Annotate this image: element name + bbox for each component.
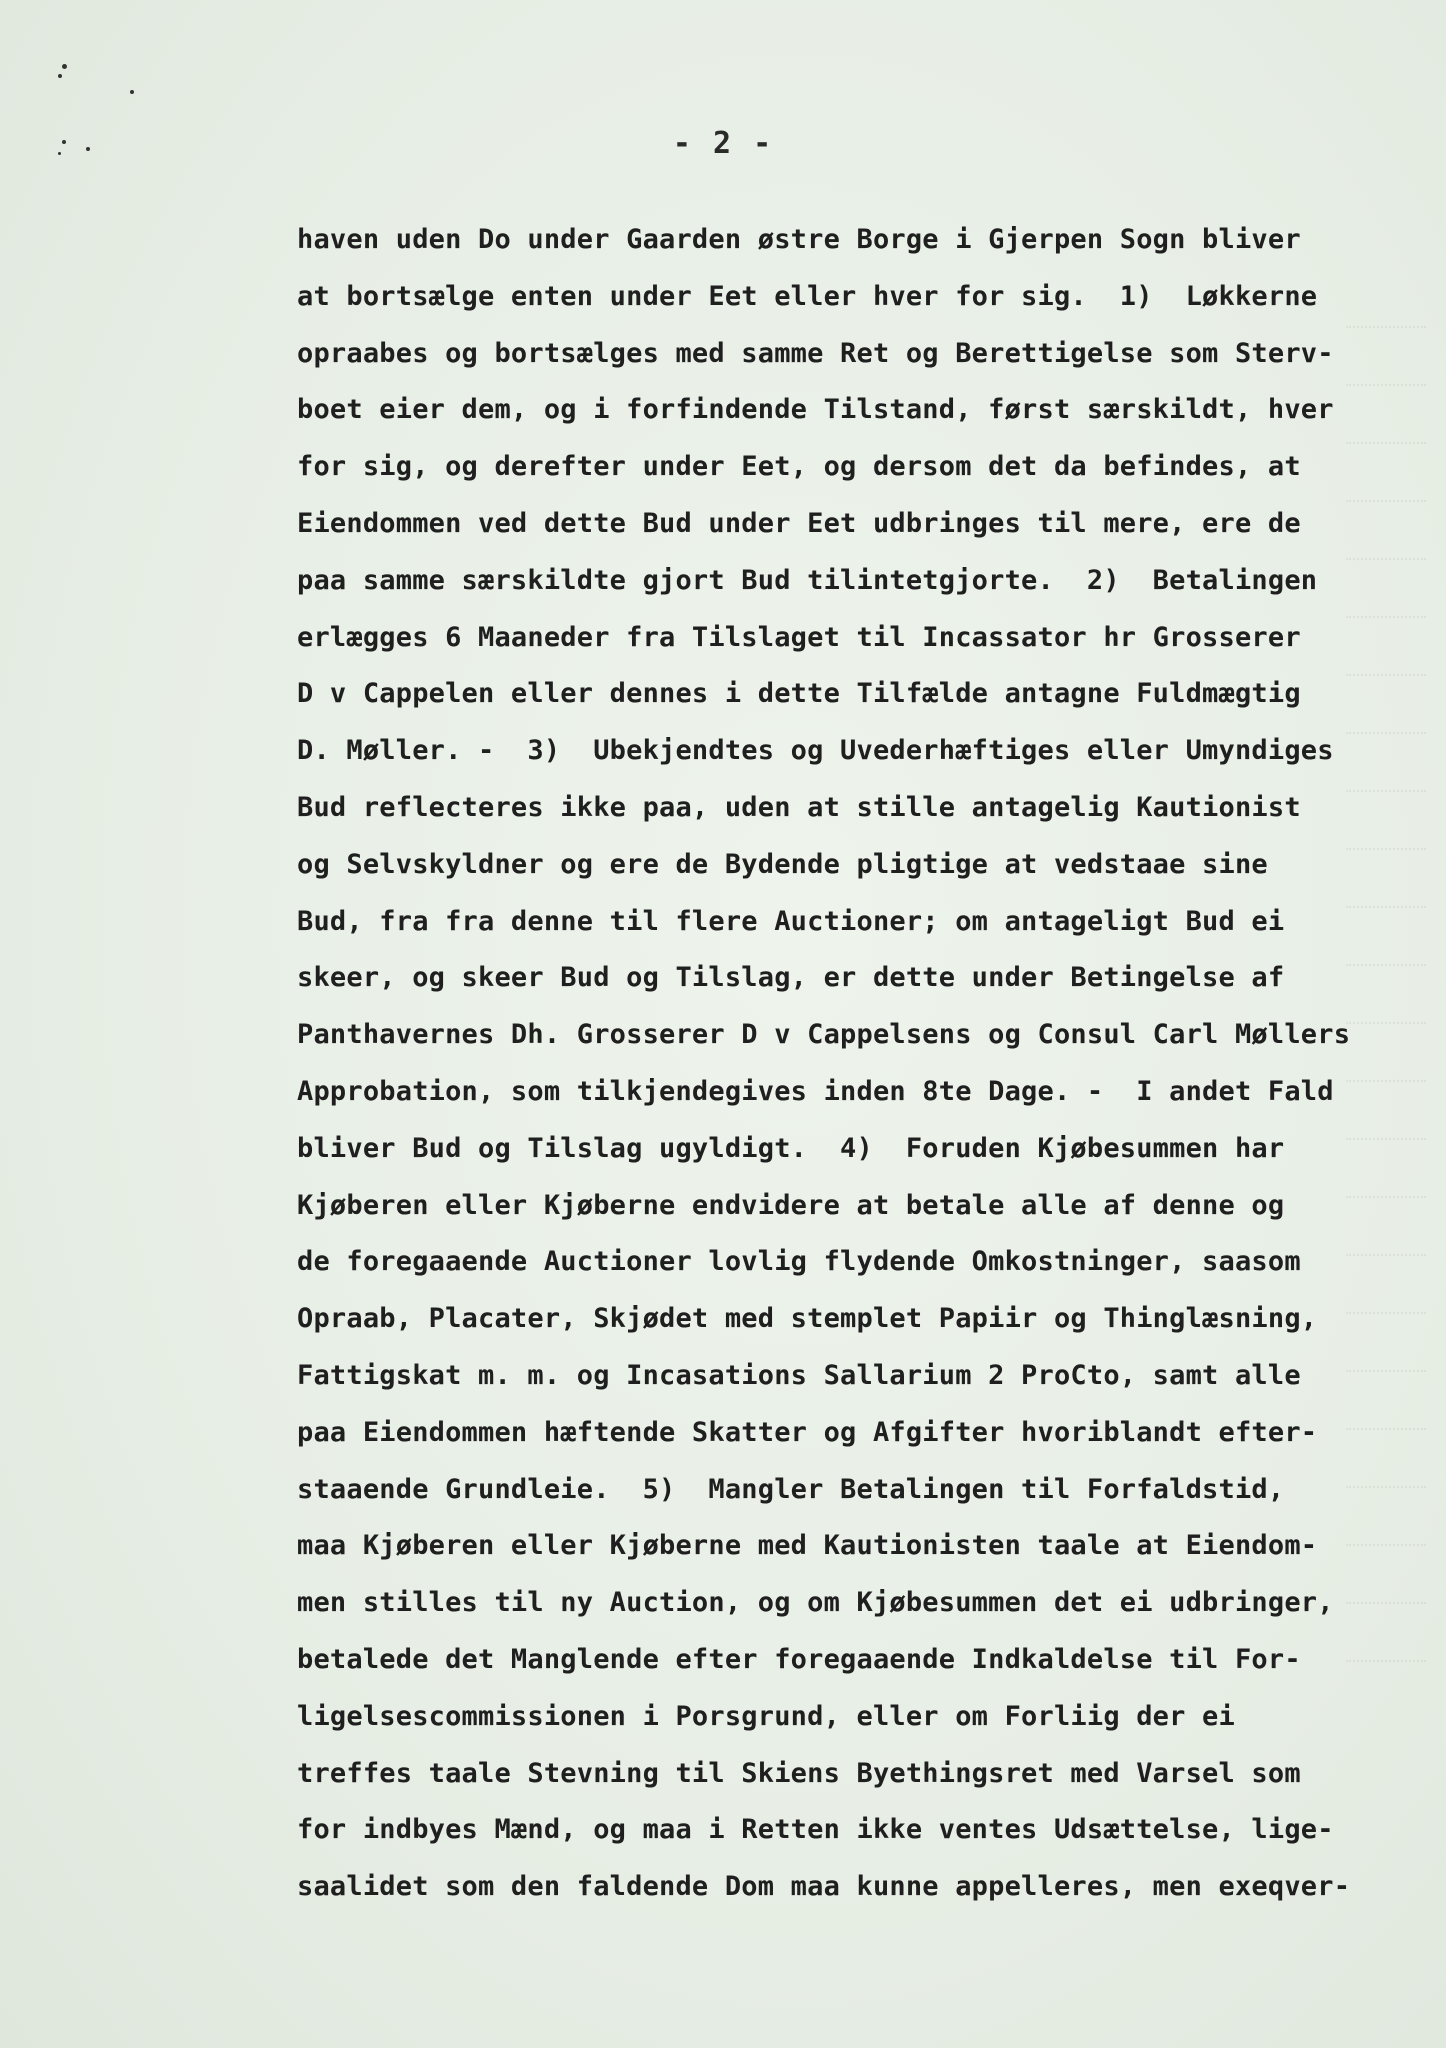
text-line: treffes taale Stevning til Skiens Byethingsret med Varsel som [297,1757,1301,1789]
text-line: Panthavernes Dh. Grosserer D v Cappelsens og Consul Carl Møllers [297,1019,1351,1051]
page-number: - 2 - [672,126,774,161]
text-line: skeer, og skeer Bud og Tilslag, er dette under Betingelse af [297,962,1285,994]
text-line: de foregaaende Auctioner lovlig flydende Omkostninger, saasom [297,1246,1301,1278]
text-line: men stilles til ny Auction, og om Kjøbesummen det ei udbringer, [297,1587,1334,1619]
text-line: boet eier dem, og i forfindende Tilstand, først særskildt, hver [297,394,1334,426]
text-line: Approbation, som tilkjendegives inden 8te Dage. - I andet Fald [297,1075,1334,1107]
text-line: betalede det Manglende efter foregaaende Indkaldelse til For- [297,1643,1301,1675]
text-line: ligelsescommissionen i Porsgrund, eller om Forliig der ei [297,1700,1235,1732]
text-line: D v Cappelen eller dennes i dette Tilfælde antagne Fuldmægtig [297,678,1301,710]
text-line: Bud, fra fra denne til flere Auctioner; om antageligt Bud ei [297,905,1285,937]
text-line: haven uden Do under Gaarden østre Borge i Gjerpen Sogn bliver [297,224,1301,255]
text-line: Opraab, Placater, Skjødet med stemplet Papiir og Thinglæsning, [297,1303,1318,1335]
text-line: erlægges 6 Maaneder fra Tilslaget til Incassator hr Grosserer [297,621,1301,653]
document-body [297,212,1427,1916]
text-line: opraabes og bortsælges med samme Ret og Berettigelse som Sterv- [297,337,1334,369]
text-line: staaende Grundleie. 5) Mangler Betalingen til Forfaldstid, [297,1473,1285,1505]
text-line: og Selvskyldner og ere de Bydende pligtige at vedstaae sine [297,848,1268,880]
text-line: for sig, og derefter under Eet, og dersom det da befindes, at [297,451,1301,483]
text-line: for indbyes Mænd, og maa i Retten ikke ventes Udsættelse, lige- [297,1814,1334,1846]
text-line: maa Kjøberen eller Kjøberne med Kautionisten taale at Eiendom- [297,1530,1318,1562]
text-line: D. Møller. - 3) Ubekjendtes og Uvederhæftiges eller Umyndiges [297,735,1334,767]
margin-speck [130,90,134,94]
text-line: paa Eiendommen hæftende Skatter og Afgifter hvoriblandt efter- [297,1416,1318,1448]
text-line: saalidet som den faldende Dom maa kunne appelleres, men exeqver- [297,1871,1351,1903]
margin-speck [58,74,62,78]
margin-speck [62,64,67,69]
text-line: paa samme særskildte gjort Bud tilintetgjorte. 2) Betalingen [297,564,1318,596]
text-line: Kjøberen eller Kjøberne endvidere at betale alle af denne og [297,1189,1285,1221]
text-line: bliver Bud og Tilslag ugyldigt. 4) Foruden Kjøbesummen har [297,1132,1285,1164]
text-line: Eiendommen ved dette Bud under Eet udbringes til mere, ere de [297,507,1301,539]
text-line: Fattigskat m. m. og Incasations Sallarium 2 ProCto, samt alle [297,1359,1301,1391]
text-line: at bortsælge enten under Eet eller hver for sig. 1) Løkkerne [297,280,1318,312]
text-line: Bud reflecteres ikke paa, uden at stille antagelig Kautionist [297,791,1301,823]
